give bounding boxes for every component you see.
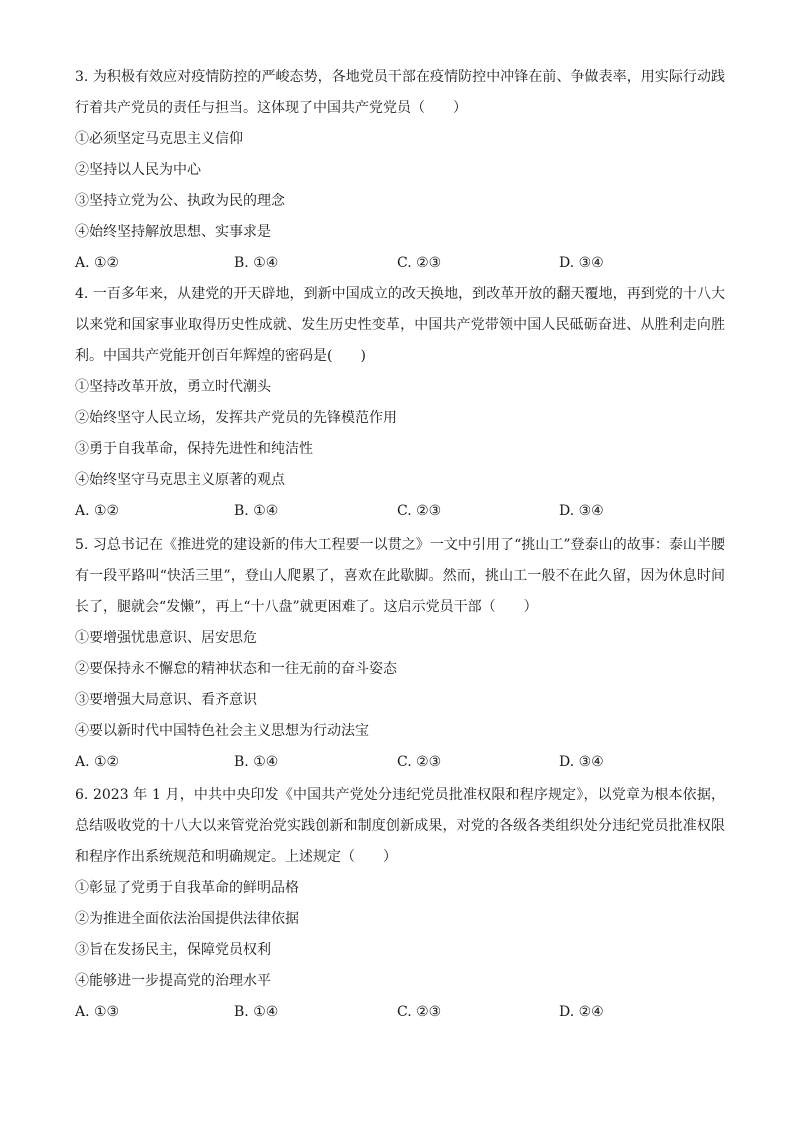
- choice-a[interactable]: A. ①②: [75, 503, 120, 519]
- choice-b[interactable]: B. ①④: [234, 754, 279, 770]
- choice-c[interactable]: C. ②③: [397, 1004, 442, 1020]
- statement-option: ①必须坚定马克思主义信仰: [75, 131, 243, 147]
- choice-c[interactable]: C. ②③: [397, 255, 442, 271]
- answer-choices: [75, 496, 725, 527]
- question-4: [75, 279, 725, 527]
- choice-a[interactable]: A. ①②: [75, 754, 120, 770]
- choice-a[interactable]: A. ①③: [75, 1004, 120, 1020]
- statement-option: ④能够进一步提高党的治理水平: [75, 973, 271, 989]
- choice-b[interactable]: B. ①④: [234, 1004, 279, 1020]
- answer-choices: [75, 747, 725, 778]
- question-3: [75, 62, 725, 279]
- statement-option: ②为推进全面依法治国提供法律依据: [75, 911, 299, 927]
- statement-option: ①坚持改革开放，勇立时代潮头: [75, 379, 271, 395]
- choice-c[interactable]: C. ②③: [397, 503, 442, 519]
- statement-option: ①彰显了党勇于自我革命的鲜明品格: [75, 880, 299, 896]
- choice-b[interactable]: B. ①④: [234, 255, 279, 271]
- question-stem: 4. 一百多年来，从建党的开天辟地，到新中国成立的改天换地，到改革开放的翻天覆地，再到党的十八大以来党和国家事业取得历史性成就、发生历史性变革，中国共产党带领中国人民砥砺奋进、从胜利走向胜利。中国共产党能开创百年辉煌的密码是( ): [75, 286, 725, 364]
- statement-option: ④要以新时代中国特色社会主义思想为行动法宝: [75, 723, 369, 739]
- choice-d[interactable]: D. ②④: [559, 1004, 604, 1020]
- choice-b[interactable]: B. ①④: [234, 503, 279, 519]
- question-stem: 6. 2023 年 1 月，中共中央印发《中国共产党处分违纪党员批准权限和程序规定》，以党章为根本依据，总结吸收党的十八大以来管党治党实践创新和制度创新成果，对党的各级各类组织处分违纪党员批准权限和程序作出系统规范和明确规定。上述规定（ ）: [75, 787, 725, 865]
- choice-d[interactable]: D. ③④: [559, 255, 604, 271]
- choice-d[interactable]: D. ③④: [559, 754, 604, 770]
- choice-c[interactable]: C. ②③: [397, 754, 442, 770]
- answer-choices: [75, 248, 725, 279]
- statement-option: ④始终坚守马克思主义原著的观点: [75, 472, 285, 488]
- statement-option: ③勇于自我革命，保持先进性和纯洁性: [75, 441, 313, 457]
- answer-choices: [75, 997, 725, 1028]
- statement-option: ②要保持永不懈怠的精神状态和一往无前的奋斗姿态: [75, 661, 397, 677]
- question-stem: 5. 习总书记在《推进党的建设新的伟大工程要一以贯之》一文中引用了“挑山工”登泰山的故事：泰山半腰有一段平路叫“快活三里”，登山人爬累了，喜欢在此歇脚。然而，挑山工一般不在此久留，因为休息时间长了，腿就会“发懒”，再上“十八盘”就更困难了。这启示党员干部（ ）: [75, 537, 725, 615]
- statement-option: ③旨在发扬民主，保障党员权利: [75, 942, 271, 958]
- question-5: [75, 530, 725, 778]
- statement-option: ②始终坚守人民立场，发挥共产党员的先锋模范作用: [75, 410, 397, 426]
- choice-d[interactable]: D. ③④: [559, 503, 604, 519]
- statement-option: ③坚持立党为公、执政为民的理念: [75, 193, 285, 209]
- question-stem: 3. 为积极有效应对疫情防控的严峻态势，各地党员干部在疫情防控中冲锋在前、争做表率，用实际行动践行着共产党员的责任与担当。这体现了中国共产党党员（ ）: [75, 69, 725, 116]
- question-6: [75, 780, 725, 1028]
- statement-option: ③要增强大局意识、看齐意识: [75, 692, 257, 708]
- statement-option: ①要增强忧患意识、居安思危: [75, 630, 257, 646]
- statement-option: ②坚持以人民为中心: [75, 162, 201, 178]
- statement-option: ④始终坚持解放思想、实事求是: [75, 224, 271, 240]
- choice-a[interactable]: A. ①②: [75, 255, 120, 271]
